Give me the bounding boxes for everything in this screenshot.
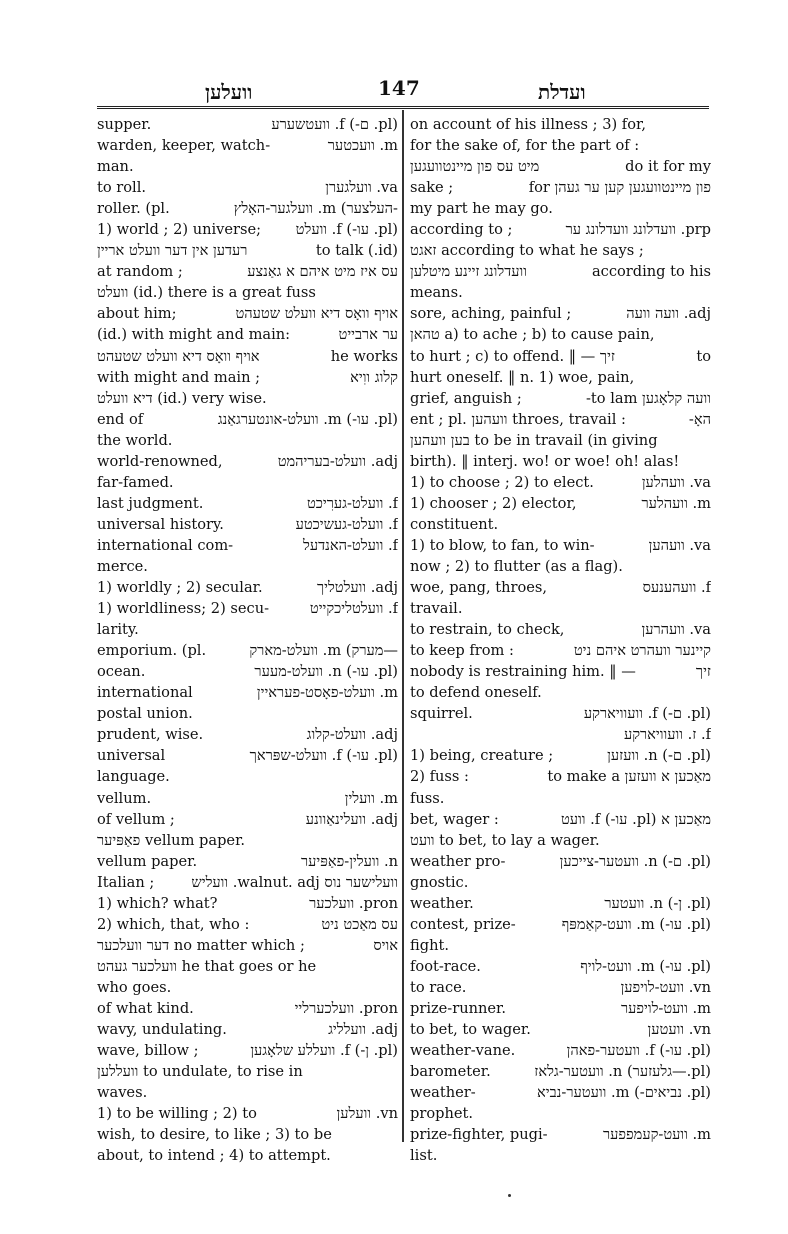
dictionary-line bbox=[97, 956, 398, 977]
dictionary-line bbox=[97, 514, 398, 535]
line-text: end of bbox=[97, 410, 144, 428]
dictionary-line bbox=[410, 156, 711, 177]
line-headword: (pl. עו-) m. וועט-קאַמפּף bbox=[561, 915, 711, 933]
dictionary-line bbox=[97, 556, 398, 577]
line-headword: adj. וועלטליך bbox=[316, 579, 398, 597]
dictionary-line bbox=[97, 346, 398, 367]
dictionary-line bbox=[410, 788, 711, 809]
dictionary-line bbox=[410, 1124, 711, 1145]
dictionary-line bbox=[97, 1124, 398, 1145]
line-text: sore, aching, painful ; bbox=[410, 305, 572, 323]
line-text: דיא וועלט (id.) very wise. bbox=[97, 389, 267, 407]
dictionary-line bbox=[410, 282, 711, 303]
line-headword: m. וועט-לויפער bbox=[620, 999, 711, 1017]
line-headword: מאַכען א (pl. עו-) f. וועט bbox=[560, 810, 711, 828]
line-headword: קיינער וועהרט איהם ניט bbox=[573, 642, 711, 660]
line-text: who goes. bbox=[97, 978, 172, 996]
line-headword: (pl. ן-) n. וועטער bbox=[604, 894, 711, 912]
dictionary-line bbox=[97, 1061, 398, 1082]
dictionary-line bbox=[410, 219, 711, 240]
line-headword: adj. וועלליג bbox=[328, 1021, 398, 1039]
dictionary-line bbox=[97, 1040, 398, 1061]
line-text: wish, to desire, to like ; 3) to be bbox=[97, 1126, 332, 1144]
line-text: waves. bbox=[97, 1084, 148, 1102]
line-text: 1) to be willing ; 2) to bbox=[97, 1105, 257, 1123]
dictionary-line bbox=[97, 472, 398, 493]
line-text: בען וועהען to be in travail (in giving bbox=[410, 431, 658, 449]
line-text: weather- bbox=[410, 1084, 476, 1102]
line-headword: אויף וואָס דיא וועלט שטעהט bbox=[235, 305, 398, 323]
dictionary-line bbox=[410, 472, 711, 493]
dictionary-line bbox=[97, 1019, 398, 1040]
line-headword: pron. וועלכערליי bbox=[294, 999, 398, 1017]
line-text: ent ; pl. וועהען throes, travail : bbox=[410, 410, 626, 428]
dictionary-line bbox=[410, 809, 711, 830]
line-text: טהאן a) to ache ; b) to cause pain, bbox=[410, 326, 655, 344]
line-text: travail. bbox=[410, 600, 463, 618]
line-headword: (pl. עו-) n. וועלט-מעער bbox=[254, 663, 398, 681]
line-text: supper. bbox=[97, 116, 152, 133]
line-headword: (pl. ם-) f. וועוויארקע bbox=[583, 705, 711, 723]
dictionary-line bbox=[410, 493, 711, 514]
line-headword: f. וועלט-געשיכטע bbox=[295, 515, 398, 533]
dictionary-line bbox=[97, 766, 398, 787]
line-text: woe, pang, throes, bbox=[410, 579, 548, 597]
dictionary-line bbox=[97, 977, 398, 998]
line-headword: m. וועכטער bbox=[327, 137, 398, 155]
dictionary-line bbox=[410, 1145, 711, 1166]
line-text: birth). ‖ interj. wo! or woe! oh! alas! bbox=[410, 452, 680, 470]
line-headword: (pl. נביאים-) m. וועטער-נביא bbox=[537, 1084, 711, 1102]
dictionary-line bbox=[410, 1103, 711, 1124]
line-text: ocean. bbox=[97, 663, 146, 681]
line-text: on account of his illness ; 3) for, bbox=[410, 116, 647, 133]
dictionary-line bbox=[97, 367, 398, 388]
line-text: פאַפּיער vellum paper. bbox=[97, 831, 246, 849]
line-headword: (pl. עו-) f. וועלט-שפּראך bbox=[249, 747, 398, 765]
dictionary-line bbox=[97, 409, 398, 430]
line-text: about, to intend ; 4) to attempt. bbox=[97, 1147, 331, 1165]
dictionary-line bbox=[97, 788, 398, 809]
line-text: grief, anguish ; bbox=[410, 389, 522, 407]
dictionary-line bbox=[97, 451, 398, 472]
dictionary-line bbox=[410, 935, 711, 956]
line-headword: וועלישער נוס walnut. adj. וועליש bbox=[191, 873, 398, 891]
dictionary-line bbox=[97, 156, 398, 177]
line-text: 1) worldly ; 2) secular. bbox=[97, 579, 263, 597]
line-text: merce. bbox=[97, 557, 148, 575]
line-headword: he works bbox=[330, 347, 398, 365]
line-text: Italian ; bbox=[97, 873, 155, 891]
dictionary-line bbox=[97, 430, 398, 451]
dictionary-line bbox=[97, 324, 398, 345]
line-text: according to ; bbox=[410, 221, 513, 239]
dictionary-line bbox=[410, 893, 711, 914]
dictionary-line bbox=[97, 998, 398, 1019]
line-text: at random ; bbox=[97, 263, 183, 281]
dictionary-line bbox=[97, 851, 398, 872]
dictionary-line bbox=[410, 430, 711, 451]
dictionary-line bbox=[97, 303, 398, 324]
line-text: to roll. bbox=[97, 179, 147, 197]
line-text: wave, billow ; bbox=[97, 1042, 199, 1060]
line-headword: (id.) to talk bbox=[315, 242, 398, 260]
line-text: foot-race. bbox=[410, 957, 481, 975]
line-text: וועללען to undulate, to rise in bbox=[97, 1063, 303, 1081]
line-text: of vellum ; bbox=[97, 810, 175, 828]
line-text: hurt oneself. ‖ n. 1) woe, pain, bbox=[410, 368, 635, 386]
line-text: fuss. bbox=[410, 789, 445, 807]
line-text: 1) chooser ; 2) elector, bbox=[410, 494, 577, 512]
line-headword: זיך bbox=[695, 663, 711, 681]
dictionary-line bbox=[410, 724, 711, 745]
line-headword: —מערק) m. וועלט-מארק bbox=[249, 642, 398, 660]
dictionary-line bbox=[410, 577, 711, 598]
dictionary-line bbox=[97, 282, 398, 303]
line-text: warden, keeper, watch- bbox=[97, 137, 271, 155]
line-text: זאגט according to what he says ; bbox=[410, 242, 644, 260]
line-headword: va. וועהלען bbox=[641, 473, 711, 491]
line-headword: f. וועלט-האנדעל bbox=[303, 536, 398, 554]
dictionary-line bbox=[410, 1061, 711, 1082]
line-text: emporium. (pl. bbox=[97, 642, 207, 660]
line-text: רעדען אין דער וועלט אריין bbox=[97, 242, 248, 260]
dictionary-line bbox=[97, 135, 398, 156]
dictionary-line bbox=[410, 661, 711, 682]
line-text: vellum. bbox=[97, 789, 152, 807]
line-text: וועלכער געהט he that goes or he bbox=[97, 957, 317, 975]
line-text: language. bbox=[97, 768, 170, 786]
line-headword: (pl. ם-) n. וועטער-צייכען bbox=[559, 852, 711, 870]
line-headword: f. וועלטליכקייט bbox=[309, 600, 398, 618]
line-headword: pron. וועלכער bbox=[309, 894, 398, 912]
line-text: prophet. bbox=[410, 1105, 473, 1123]
dictionary-line bbox=[97, 219, 398, 240]
line-headword: (pl. ן-) f. וועללע שלאָגען bbox=[250, 1042, 398, 1060]
line-text: 1) to choose ; 2) to elect. bbox=[410, 473, 594, 491]
line-headword: (pl. ם-) f. וועטשערע bbox=[271, 116, 398, 133]
line-headword: עס איז מיט איהם א גאַנצע bbox=[247, 263, 398, 281]
line-text: 2) which, that, who : bbox=[97, 915, 250, 933]
dictionary-line bbox=[410, 303, 711, 324]
dictionary-line bbox=[410, 324, 711, 345]
line-headword: according to his bbox=[591, 263, 711, 281]
line-headword: f. ז. וועוויארקע bbox=[623, 726, 711, 744]
line-text: the world. bbox=[97, 431, 173, 449]
dictionary-line bbox=[410, 1082, 711, 1103]
line-text: postal union. bbox=[97, 705, 193, 723]
running-headword-right: ועדלת bbox=[538, 80, 586, 104]
line-text: weather pro- bbox=[410, 852, 506, 870]
line-headword: -העלצער) m. וועלגער-האָלץ bbox=[233, 200, 398, 218]
page-mark bbox=[508, 1194, 511, 1197]
line-text: to hurt ; c) to offend. ‖ — זיך bbox=[410, 347, 615, 365]
dictionary-line bbox=[97, 703, 398, 724]
line-headword: va. וועהרען bbox=[641, 621, 711, 639]
dictionary-line bbox=[97, 1103, 398, 1124]
line-headword: m. וועט-קעמפפער bbox=[602, 1126, 711, 1144]
line-text: weather. bbox=[410, 894, 474, 912]
dictionary-line bbox=[410, 745, 711, 766]
line-text: nobody is restraining him. ‖ — bbox=[410, 663, 636, 681]
dictionary-line bbox=[410, 640, 711, 661]
dictionary-line bbox=[97, 598, 398, 619]
line-text: דער וועלכער no matter which ; bbox=[97, 936, 305, 954]
dictionary-line bbox=[410, 682, 711, 703]
line-text: larity. bbox=[97, 621, 139, 639]
line-headword: (pl. עו-) m. וועלט-אונטערגאַנג bbox=[217, 410, 398, 428]
line-headword: adj. וועלינאַוונע bbox=[305, 810, 398, 828]
line-text: squirrel. bbox=[410, 705, 473, 723]
dictionary-line bbox=[97, 535, 398, 556]
line-headword: to bbox=[696, 347, 711, 365]
dictionary-line bbox=[97, 745, 398, 766]
line-headword: פון מיינטוועגען קען ער געהן for bbox=[528, 179, 711, 197]
dictionary-line bbox=[410, 114, 711, 135]
line-headword: וועה קלאָגען to lam- bbox=[585, 389, 711, 407]
dictionary-line bbox=[410, 956, 711, 977]
line-text: for the sake of, for the part of : bbox=[410, 137, 640, 155]
page-number: 147 bbox=[378, 76, 420, 100]
line-text: about him; bbox=[97, 305, 177, 323]
line-text: far-famed. bbox=[97, 473, 174, 491]
dictionary-line bbox=[97, 261, 398, 282]
line-text: to keep from : bbox=[410, 642, 514, 660]
line-headword: adj. וועלט-בעריהמט bbox=[277, 452, 398, 470]
line-headword: עס מאַכט ניט bbox=[321, 915, 398, 933]
dictionary-line bbox=[410, 830, 711, 851]
line-text: world-renowned, bbox=[97, 452, 223, 470]
dictionary-line bbox=[97, 682, 398, 703]
dictionary-line bbox=[97, 240, 398, 261]
line-text: fight. bbox=[410, 936, 449, 954]
line-headword: m. וועלט-פאָסט-פעראיין bbox=[256, 684, 398, 702]
line-text: my part he may go. bbox=[410, 200, 553, 218]
line-text: means. bbox=[410, 284, 463, 302]
line-headword: vn. וועלען bbox=[336, 1105, 398, 1123]
line-text: gnostic. bbox=[410, 873, 469, 891]
dictionary-line bbox=[97, 198, 398, 219]
line-text: to defend oneself. bbox=[410, 684, 542, 702]
line-text: מיט עס פון מיינטוועגען bbox=[410, 158, 540, 176]
line-text: universal history. bbox=[97, 515, 224, 533]
line-headword: אויס bbox=[373, 936, 398, 954]
line-text: sake ; bbox=[410, 179, 454, 197]
dictionary-line bbox=[410, 177, 711, 198]
line-text: 1) world ; 2) universe; bbox=[97, 221, 262, 239]
dictionary-line bbox=[410, 1019, 711, 1040]
dictionary-line bbox=[97, 809, 398, 830]
line-headword: adj. וועה וועה bbox=[626, 305, 711, 323]
line-headword: vn. וועטען bbox=[647, 1021, 711, 1039]
line-text: (id.) with might and main: bbox=[97, 326, 291, 344]
line-headword: (pl. עו-) f. וועטער-פאהן bbox=[566, 1042, 711, 1060]
line-text: 1) being, creature ; bbox=[410, 747, 554, 765]
dictionary-line bbox=[410, 261, 711, 282]
dictionary-line bbox=[410, 451, 711, 472]
dictionary-line bbox=[97, 872, 398, 893]
dictionary-line bbox=[410, 703, 711, 724]
page-header bbox=[0, 0, 788, 104]
dictionary-line bbox=[97, 661, 398, 682]
line-text: last judgment. bbox=[97, 494, 204, 512]
dictionary-line bbox=[410, 851, 711, 872]
line-text: roller. (pl. bbox=[97, 200, 170, 218]
dictionary-line bbox=[410, 240, 711, 261]
column-divider bbox=[402, 110, 404, 1142]
line-text: vellum paper. bbox=[97, 852, 198, 870]
line-headword: האָ- bbox=[688, 410, 711, 428]
line-headword: m. וועהלער bbox=[641, 494, 711, 512]
line-text: weather-vane. bbox=[410, 1042, 516, 1060]
dictionary-line bbox=[97, 914, 398, 935]
line-headword: n. וועלין-פאַפּיער bbox=[300, 852, 398, 870]
line-text: to bet, to wager. bbox=[410, 1021, 531, 1039]
line-text: with might and main ; bbox=[97, 368, 261, 386]
line-headword: do it for my bbox=[625, 158, 711, 176]
line-text: now ; 2) to flutter (as a flag). bbox=[410, 557, 623, 575]
line-text: bet, wager : bbox=[410, 810, 499, 828]
line-text: list. bbox=[410, 1147, 438, 1165]
dictionary-line bbox=[97, 1082, 398, 1103]
dictionary-line bbox=[97, 177, 398, 198]
line-text: וועלט (id.) there is a great fuss bbox=[97, 284, 316, 302]
line-headword: vn. וועט-לויפען bbox=[620, 978, 711, 996]
line-text: prize-fighter, pugi- bbox=[410, 1126, 548, 1144]
header-rule bbox=[97, 106, 709, 109]
line-text: prudent, wise. bbox=[97, 726, 204, 744]
line-headword: (pl. עו-) m. וועט-לויף bbox=[580, 957, 711, 975]
line-headword: (pl.—גלעזער) n. וועטער-גלאז bbox=[534, 1063, 711, 1081]
dictionary-line bbox=[97, 640, 398, 661]
line-text: wavy, undulating. bbox=[97, 1021, 227, 1039]
line-text: contest, prize- bbox=[410, 915, 516, 933]
line-text: barometer. bbox=[410, 1063, 491, 1081]
left-column bbox=[97, 114, 398, 1166]
line-headword: f. וועלט-גערִיכט bbox=[306, 494, 398, 512]
line-headword: f. וועהענעס bbox=[642, 579, 711, 597]
line-headword: va. וועהען bbox=[648, 536, 711, 554]
dictionary-line bbox=[410, 914, 711, 935]
dictionary-line bbox=[410, 766, 711, 787]
line-text: אויף וואָס דיא וועלט שטעהט bbox=[97, 347, 260, 365]
line-text: to restrain, to check, bbox=[410, 621, 565, 639]
dictionary-line bbox=[410, 556, 711, 577]
dictionary-line bbox=[97, 935, 398, 956]
dictionary-line bbox=[97, 724, 398, 745]
dictionary-line bbox=[97, 619, 398, 640]
dictionary-line bbox=[410, 346, 711, 367]
right-column bbox=[410, 114, 711, 1166]
dictionary-line bbox=[97, 493, 398, 514]
dictionary-line bbox=[410, 598, 711, 619]
line-headword: (pl. עו-) f. וועלט bbox=[295, 221, 398, 239]
dictionary-line bbox=[410, 409, 711, 430]
line-text: man. bbox=[97, 158, 134, 176]
line-headword: adj. וועלט-קלוג bbox=[306, 726, 398, 744]
line-headword: (pl. ם-) n. וועזען bbox=[607, 747, 711, 765]
dictionary-line bbox=[410, 388, 711, 409]
dictionary-line bbox=[410, 872, 711, 893]
line-text: 1) to blow, to fan, to win- bbox=[410, 536, 595, 554]
line-text: 1) which? what? bbox=[97, 894, 218, 912]
line-text: prize-runner. bbox=[410, 999, 507, 1017]
dictionary-line bbox=[97, 114, 398, 135]
line-headword: ער ארבייט bbox=[338, 326, 398, 344]
dictionary-line bbox=[97, 388, 398, 409]
line-text: international com- bbox=[97, 536, 234, 554]
dictionary-line bbox=[410, 367, 711, 388]
line-text: וועדלונג זיינע מיטלען bbox=[410, 263, 527, 281]
line-text: universal bbox=[97, 747, 166, 765]
line-headword: prp. וועדלונג וועדלונג ער bbox=[565, 221, 711, 239]
dictionary-line bbox=[410, 535, 711, 556]
dictionary-line bbox=[410, 977, 711, 998]
running-headword-left: וועלען bbox=[205, 80, 253, 104]
line-headword: מאַכען א וועזען to make a bbox=[547, 768, 711, 786]
dictionary-line bbox=[410, 619, 711, 640]
dictionary-line bbox=[410, 1040, 711, 1061]
line-text: 2) fuss : bbox=[410, 768, 469, 786]
line-headword: m. וועלין bbox=[344, 789, 398, 807]
line-text: to race. bbox=[410, 978, 467, 996]
dictionary-line bbox=[410, 198, 711, 219]
dictionary-line bbox=[97, 577, 398, 598]
line-headword: קלוג ווִיא bbox=[350, 368, 398, 386]
line-headword: va. וועלגערן bbox=[325, 179, 398, 197]
dictionary-line bbox=[410, 135, 711, 156]
line-text: וועט to bet, to lay a wager. bbox=[410, 831, 600, 849]
line-text: international bbox=[97, 684, 193, 702]
dictionary-line bbox=[410, 998, 711, 1019]
dictionary-line bbox=[410, 514, 711, 535]
line-text: constituent. bbox=[410, 515, 499, 533]
dictionary-line bbox=[97, 830, 398, 851]
line-text: 1) worldliness; 2) secu- bbox=[97, 600, 270, 618]
dictionary-line bbox=[97, 1145, 398, 1166]
line-text: of what kind. bbox=[97, 999, 194, 1017]
dictionary-line bbox=[97, 893, 398, 914]
